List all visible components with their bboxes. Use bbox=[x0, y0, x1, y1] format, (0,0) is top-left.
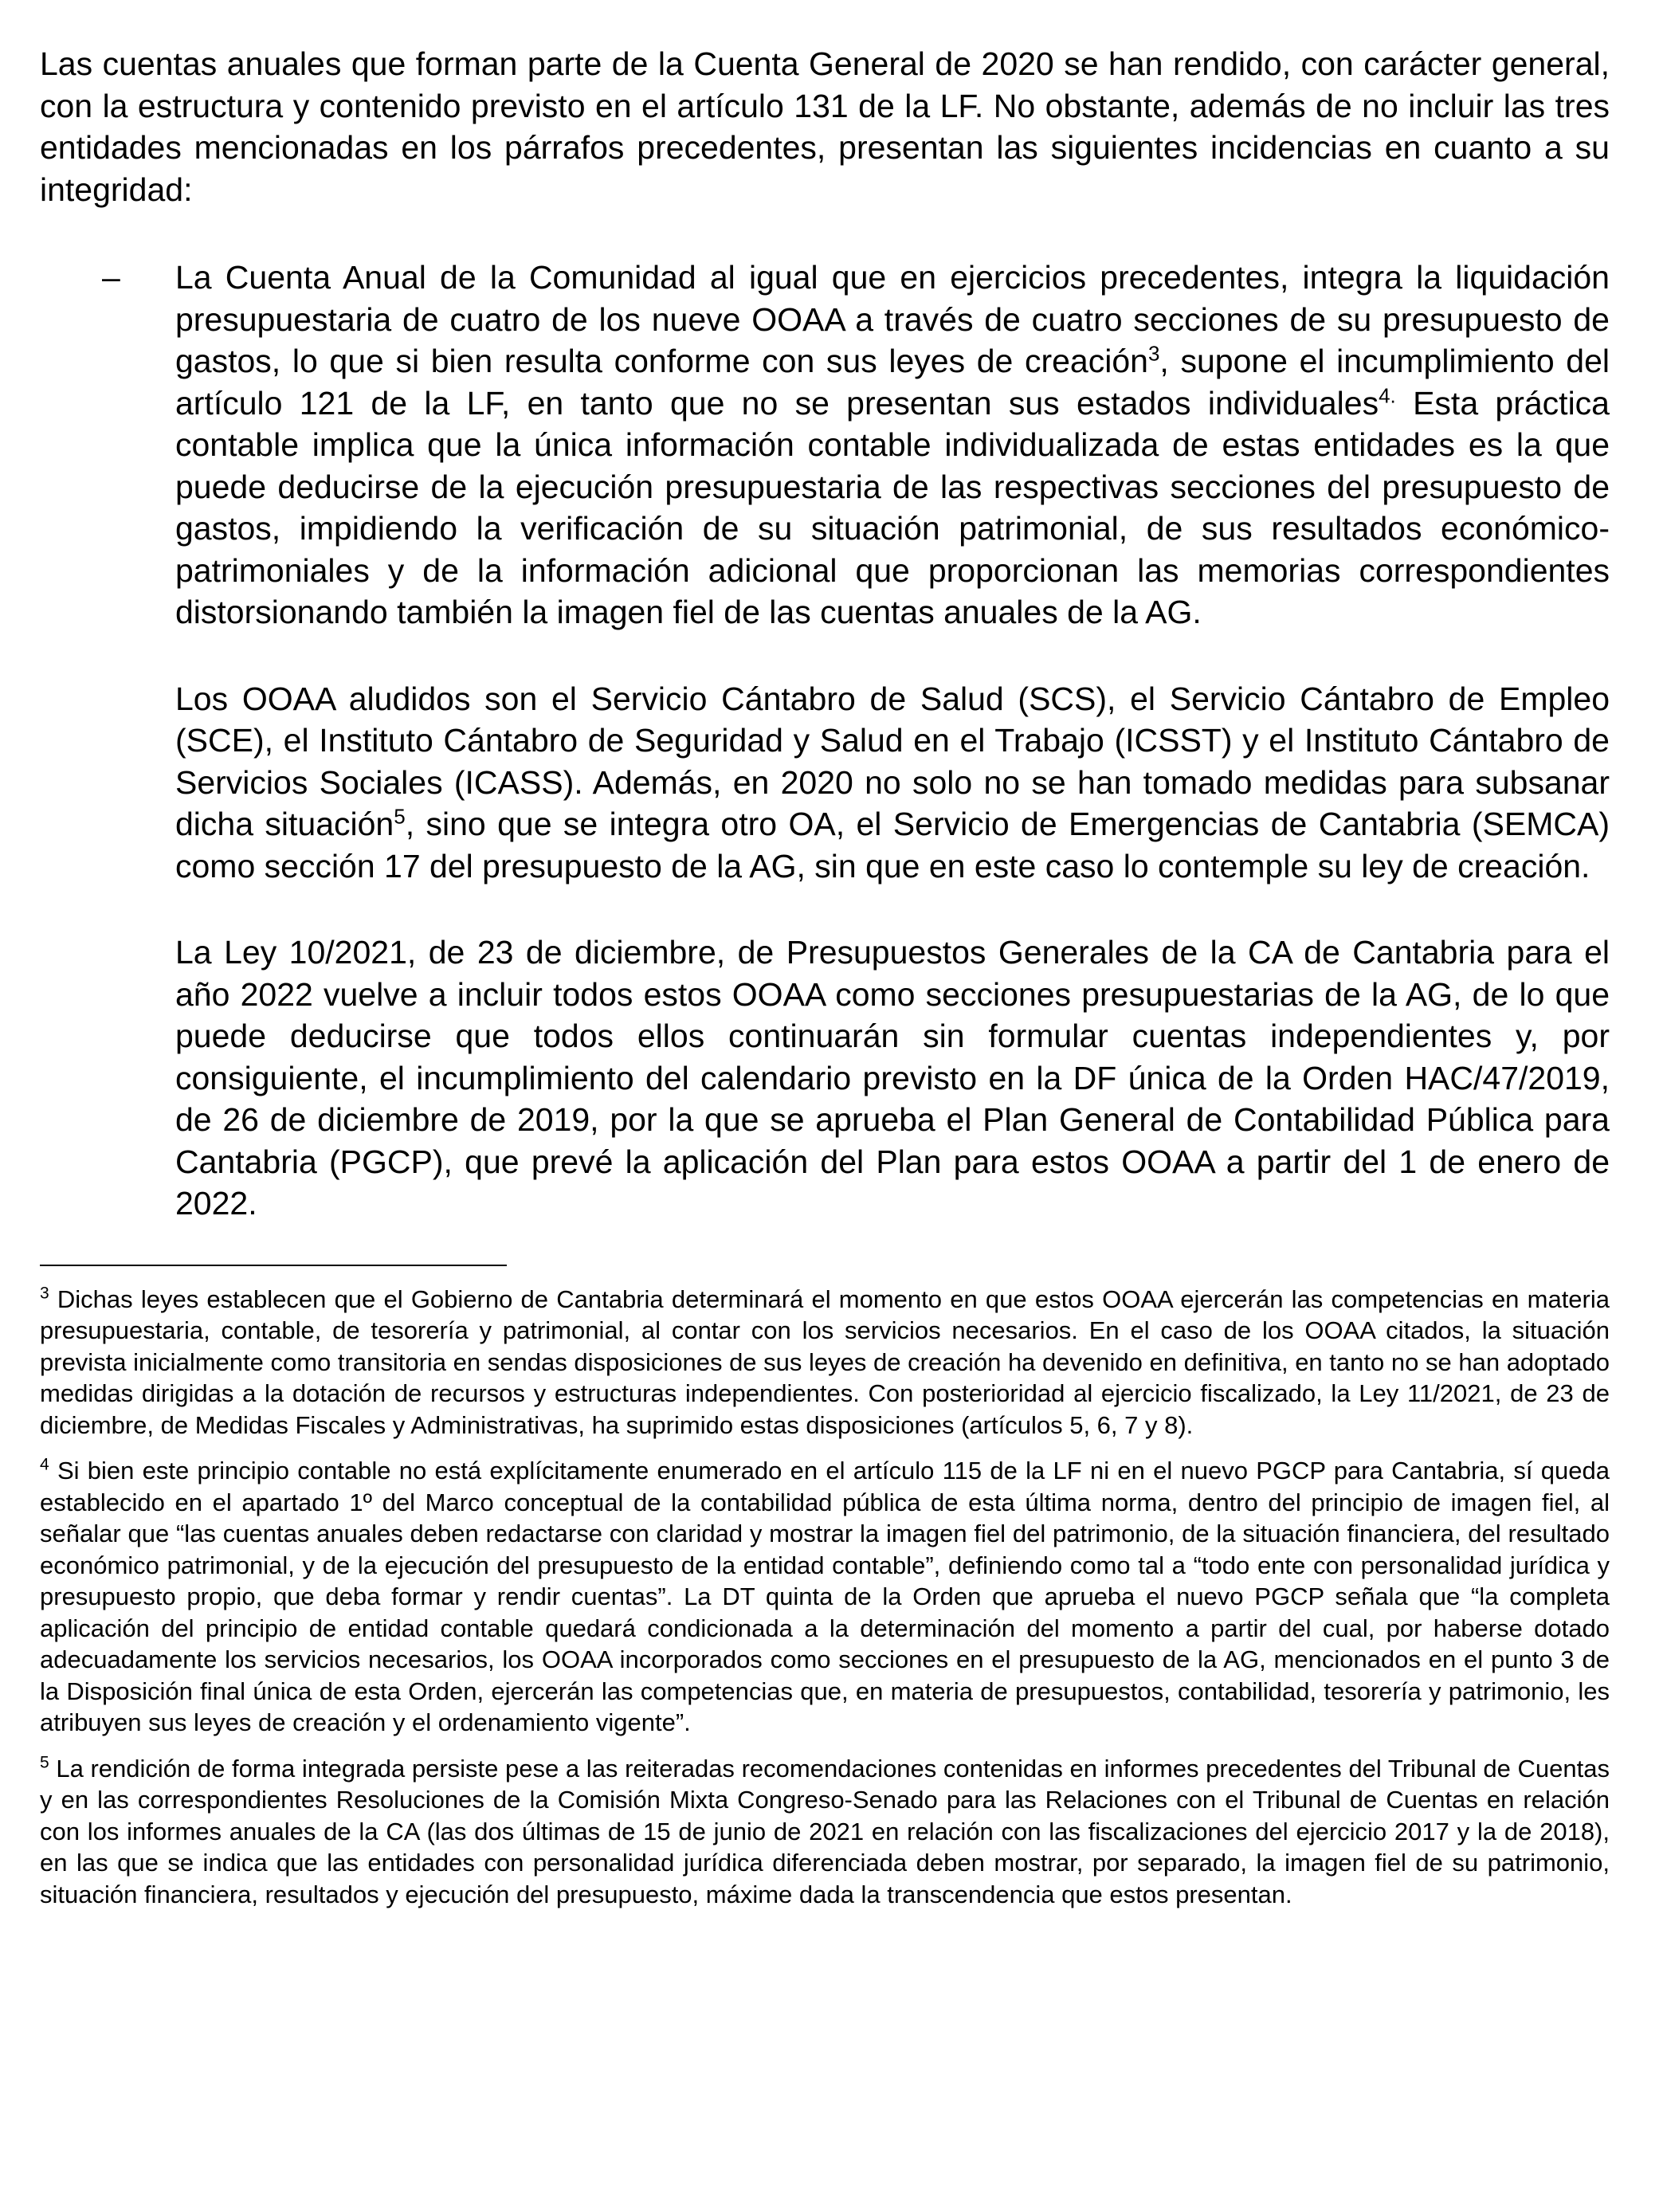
ooaa-text-2: , sino que se integra otro OA, el Servicio de Emergencias de Cantabria (SEMCA) como sección 17 del presupuesto de la AG, sin que en este caso lo contemple su ley de creación. bbox=[175, 806, 1610, 884]
ooaa-paragraph bbox=[175, 678, 1610, 888]
ley-paragraph: La Ley 10/2021, de 23 de diciembre, de Presupuestos Generales de la CA de Cantabria para el año 2022 vuelve a incluir todos estos OOAA como secciones presupuestarias de la AG, de lo que puede deducirse que todos ellos continuarán sin formular cuentas independientes y, por consiguiente, el incumplimiento del calendario previsto en la DF única de la Orden HAC/47/2019, de 26 de diciembre de 2019, por la que se aprueba el Plan General de Contabilidad Pública para Cantabria (PGCP), que prevé la aplicación del Plan para estos OOAA a partir del 1 de enero de 2022. bbox=[175, 934, 1610, 1222]
document-page bbox=[40, 43, 1610, 1924]
footnote-text: Si bien este principio contable no está explícitamente enumerado en el artículo 115 de la LF ni en el nuevo PGCP para Cantabria, sí queda establecido en el apartado 1º del Marco conceptual de la contabilidad pública de esta última norma, dentro del principio de imagen fiel, al señalar que “las cuentas anuales deben redactarse con claridad y mostrar la imagen fiel del patrimonio, de la situación financiera, del resultado económico patrimonial, y de la ejecución del presupuesto de la entidad contable”, definiendo como tal a “todo ente con personalidad jurídica y presupuesto propio, que deba formar y rendir cuentas”. La DT quinta de la Orden que aprueba el nuevo PGCP señala que “la completa aplicación del principio de entidad contable quedará condicionada a la determinación del momento a partir del cual, por haberse dotado adecuadamente los servicios necesarios, los OOAA incorporados como secciones en el presupuesto de la AG, mencionados en el punto 3 de la Disposición final única de esta Orden, ejercerán las competencias que, en materia de presupuestos, contabilidad, tesorería y patrimonio, les atribuyen sus leyes de creación y el ordenamiento vigente”. bbox=[40, 1457, 1610, 1736]
footnote-text: Dichas leyes establecen que el Gobierno de Cantabria determinará el momento en que estos OOAA ejercerán las competencias en materia presupuestaria, contable, de tesorería y patrimonial, al contar con los servicios necesarios. En el caso de los OOAA citados, la situación prevista inicialmente como transitoria en sendas disposiciones de sus leyes de creación ha devenido en definitiva, en tanto no se han adoptado medidas dirigidas a la dotación de recursos y estructuras independientes. Con posterioridad al ejercicio fiscalizado, la Ley 11/2021, de 23 de diciembre, de Medidas Fiscales y Administrativas, ha suprimido estas disposiciones (artículos 5, 6, 7 y 8). bbox=[40, 1284, 1610, 1439]
footnote-ref-3: 3 bbox=[1147, 341, 1160, 366]
footnote-ref-5: 5 bbox=[394, 804, 406, 829]
bullet-text-2: , supone el incumplimiento del artículo 121 de la LF, en tanto que no se presentan sus estados individuales bbox=[175, 343, 1610, 422]
bullet-paragraph bbox=[175, 257, 1610, 633]
footnote-number: 3 bbox=[40, 1284, 49, 1303]
bullet-dash: – bbox=[102, 259, 120, 296]
intro-paragraph: Las cuentas anuales que forman parte de la Cuenta General de 2020 se han rendido, con carácter general, con la estructura y contenido previsto en el artículo 131 de la LF. No obstante, además de no incluir las tres entidades mencionadas en los párrafos precedentes, presentan las siguientes incidencias en cuanto a su integridad: bbox=[40, 45, 1610, 208]
footnote-text: La rendición de forma integrada persiste pese a las reiteradas recomendaciones contenidas en informes precedentes del Tribunal de Cuentas y en las correspondientes Resoluciones de la Comisión Mixta Congreso-Senado para las Relaciones con el Tribunal de Cuentas en relación con los informes anuales de la CA (las dos últimas de 15 de junio de 2021 en relación con las fiscalizaciones del ejercicio 2017 y la de 2018), en las que se indica que las entidades con personalidad jurídica diferenciada deben mostrar, por separado, la imagen fiel de su patrimonio, situación financiera, resultados y ejecución del presupuesto, máxime dada la transcendencia que estos presentan. bbox=[40, 1754, 1610, 1908]
footnote-3 bbox=[40, 1284, 1610, 1441]
bullet-text-1: La Cuenta Anual de la Comunidad al igual que en ejercicios precedentes, integra la liquidación presupuestaria de cuatro de los nueve OOAA a través de cuatro secciones de su presupuesto de gastos, lo que si bien resulta conforme con sus leyes de creación bbox=[175, 259, 1610, 379]
footnote-separator bbox=[40, 1265, 507, 1266]
ooaa-text-1: Los OOAA aludidos son el Servicio Cántabro de Salud (SCS), el Servicio Cántabro de Empleo (SCE), el Instituto Cántabro de Seguridad y Salud en el Trabajo (ICSST) y el Instituto Cántabro de Servicios Sociales (ICASS). Además, en 2020 no solo no se han tomado medidas para subsanar dicha situación bbox=[175, 680, 1610, 842]
footnote-number: 4 bbox=[40, 1455, 49, 1474]
footnote-number: 5 bbox=[40, 1753, 49, 1772]
footnote-ref-4: 4. bbox=[1379, 382, 1396, 407]
footnote-4 bbox=[40, 1455, 1610, 1739]
bullet-item bbox=[102, 257, 1610, 633]
footnote-5 bbox=[40, 1753, 1610, 1911]
bullet-text-3: Esta práctica contable implica que la única información contable individualizada de estas entidades es la que puede deducirse de la ejecución presupuestaria de las respectivas secciones del presupuesto de gastos, impidiendo la verificación de su situación patrimonial, de sus resultados económico-patrimoniales y de la información adicional que proporcionan las memorias correspondientes distorsionando también la imagen fiel de las cuentas anuales de la AG. bbox=[175, 384, 1610, 630]
